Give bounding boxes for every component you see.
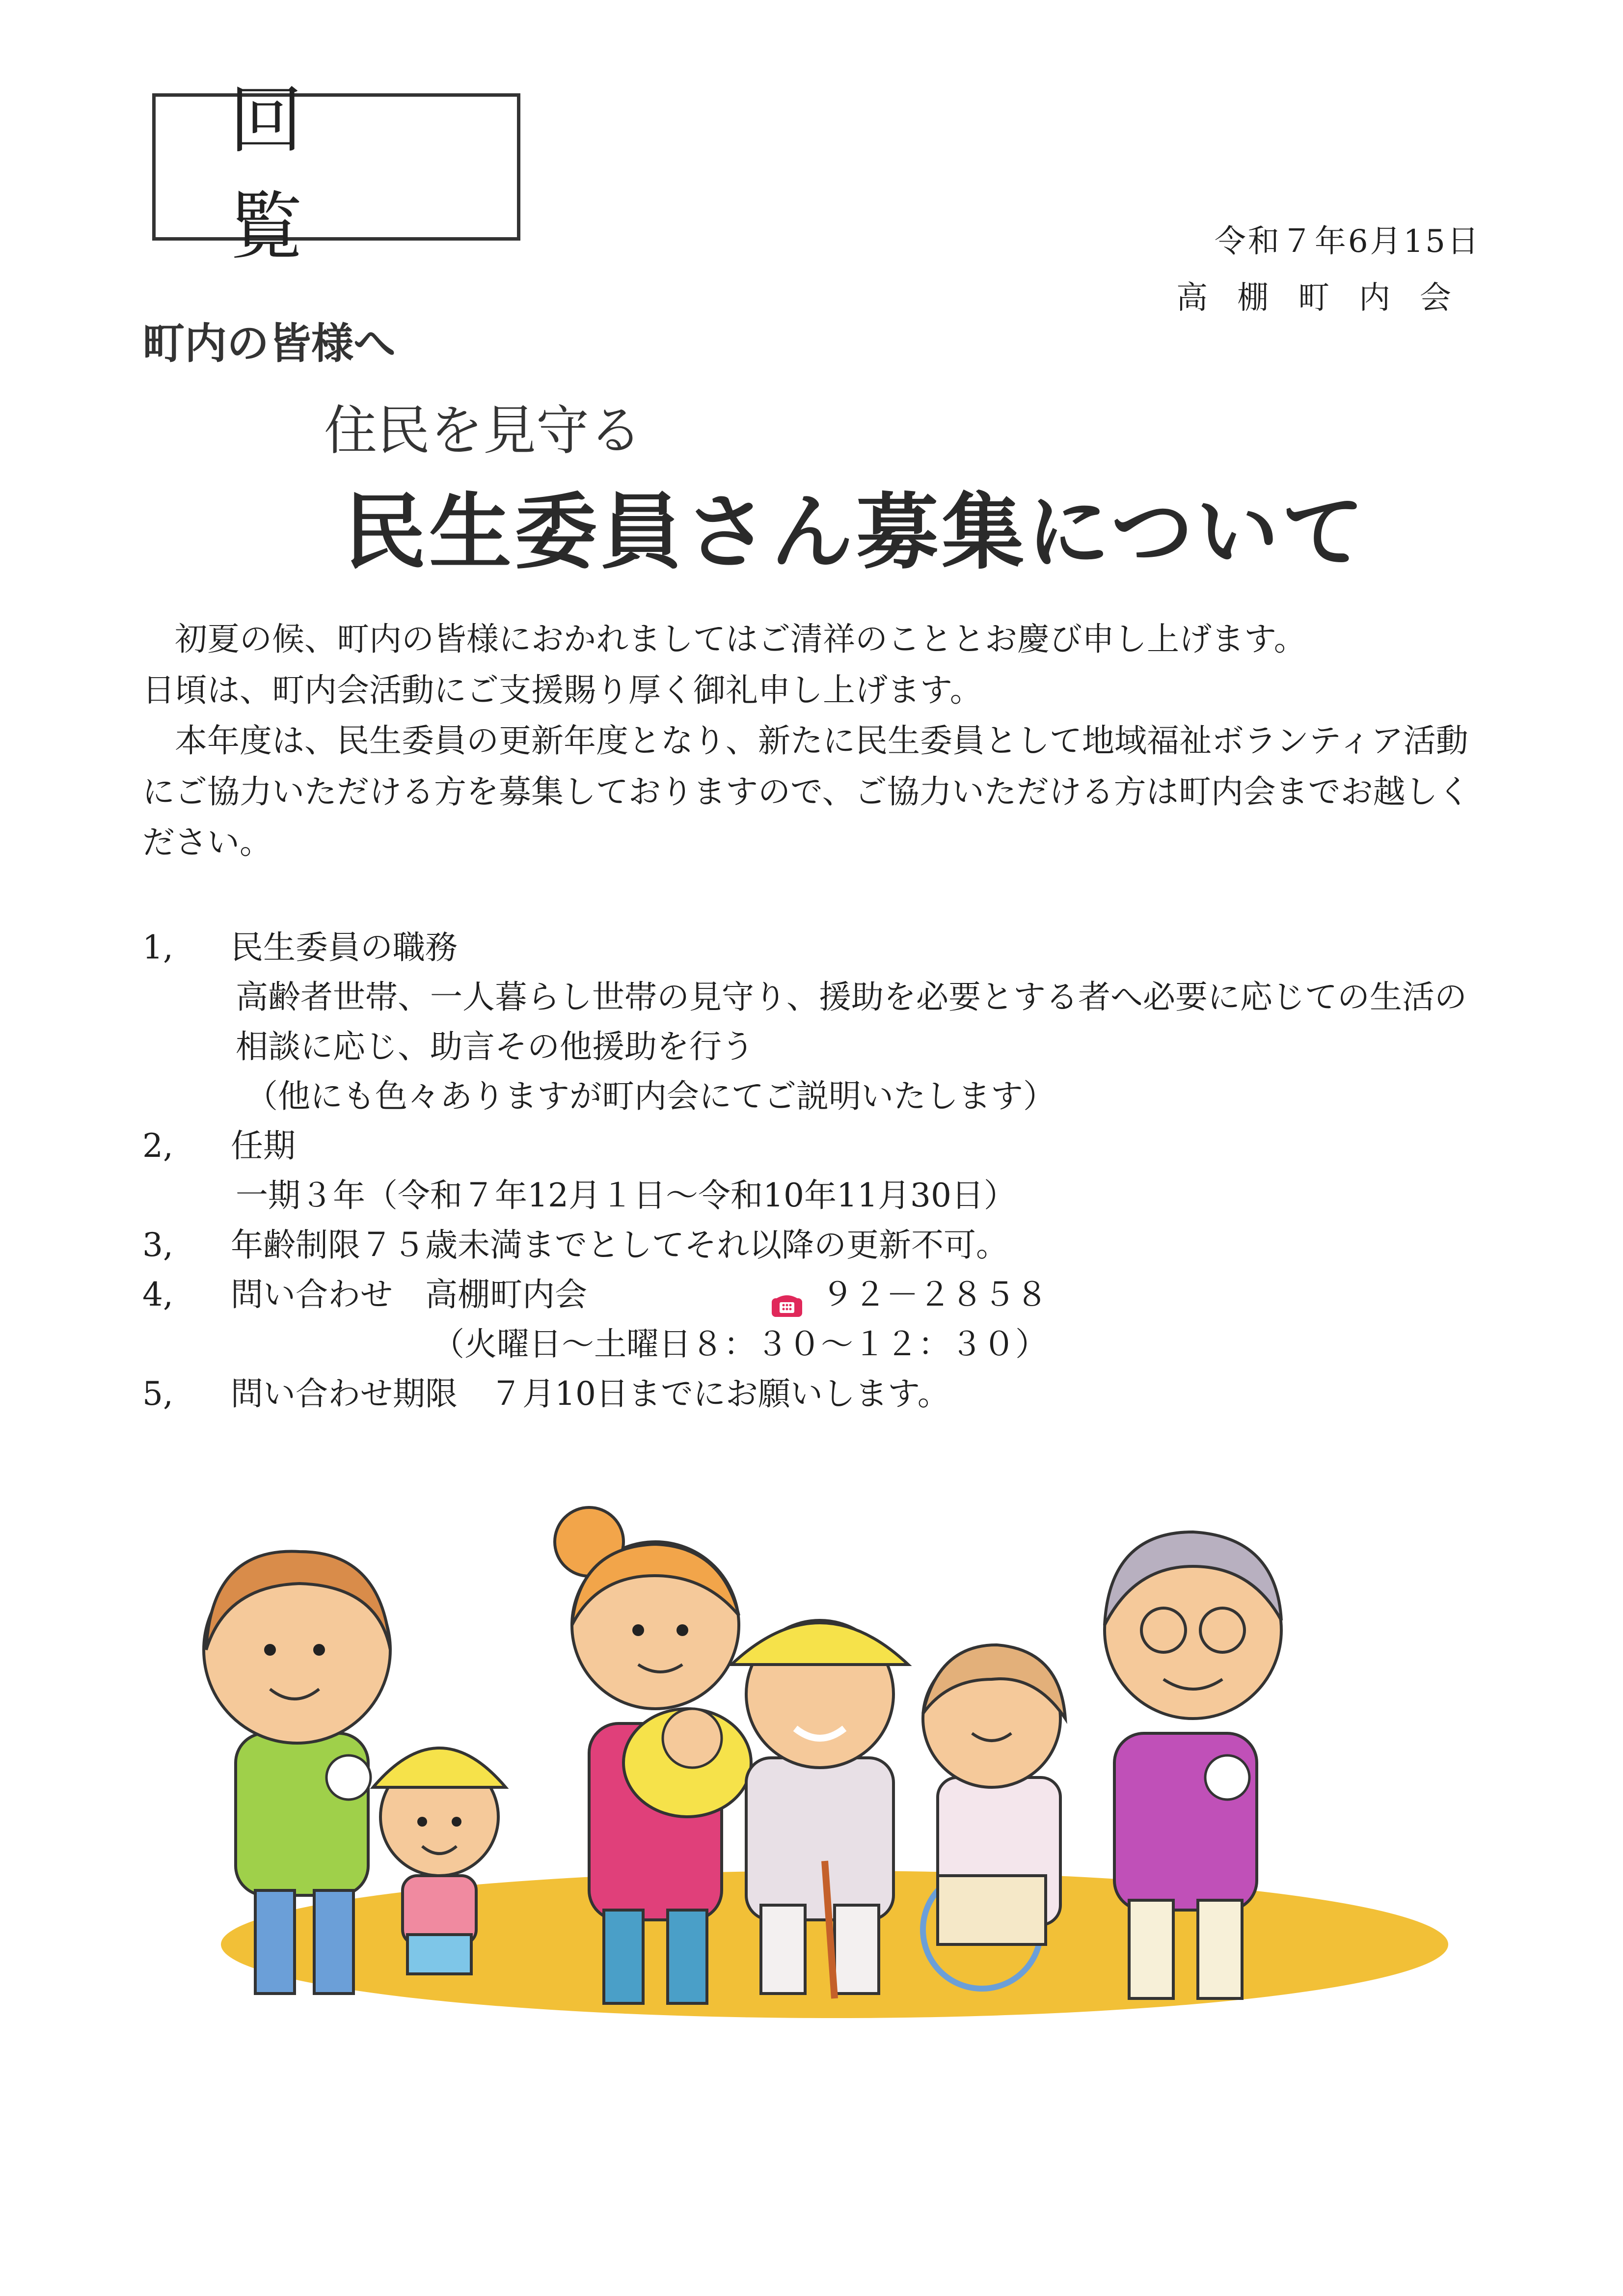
circulation-label: 回 覧	[229, 78, 377, 270]
item-number: 1,	[142, 929, 173, 966]
phone-number: ９２－２８５８	[821, 1275, 1048, 1313]
item-number: 2,	[142, 1126, 173, 1165]
community-illustration	[172, 1503, 1448, 2018]
item-label: 年齢制限７５歳未満までとしてそれ以降の更新不可。	[231, 1226, 1008, 1264]
item-label: 問い合わせ期限 ７月10日までにお願いします。	[231, 1374, 950, 1413]
notice-date: 令和７年6月15日	[1214, 223, 1481, 260]
list-item	[142, 1221, 1488, 1270]
list-item	[142, 1121, 1488, 1171]
item-detail: 一期３年（令和７年12月１日～令和10年11月30日）	[236, 1176, 1016, 1214]
organization-name: 高棚町内会	[1176, 280, 1481, 316]
body-paragraph: 日頃は、町内会活動にご支援賜り厚く御礼申し上げます。	[142, 671, 982, 709]
list-item	[142, 1270, 1488, 1320]
item-note: （他にも色々ありますが町内会にてご説明いたします）	[245, 1077, 1055, 1115]
subtitle: 住民を見守る	[324, 400, 643, 462]
page-title: 民生委員さん募集について	[344, 483, 1367, 580]
body-paragraph: 本年度は、民生委員の更新年度となり、新たに民生委員として地域福祉ボランティア活動にご協力いただける方を募集しておりますので、ご協力いただける方は町内会までお越しください。	[142, 722, 1470, 862]
phone-icon	[770, 1284, 804, 1311]
list-item	[142, 1369, 1488, 1419]
item-label	[231, 1270, 1488, 1320]
greeting: 町内の皆様へ	[142, 319, 396, 368]
contact-label: 問い合わせ 高棚町内会	[231, 1275, 587, 1313]
circulation-notice-box	[152, 78, 520, 270]
info-list	[142, 923, 1488, 1419]
body-paragraph: 初夏の候、町内の皆様におかれましてはご清祥のこととお慶び申し上げます。	[142, 620, 1306, 658]
item-label: 任期	[231, 1126, 296, 1165]
list-item	[142, 923, 1488, 973]
item-detail: 高齢者世帯、一人暮らし世帯の見守り、援助を必要とする者へ必要に応じての生活の相談に応じ、助言その他援助を行う	[236, 978, 1467, 1066]
item-number: 3,	[142, 1226, 173, 1264]
item-number: 5,	[142, 1374, 173, 1413]
item-number: 4,	[142, 1275, 173, 1313]
grandmother-wheelchair-figure	[923, 1645, 1065, 1989]
office-hours: （火曜日～土曜日８：３０～１２：３０）	[432, 1325, 1048, 1363]
body-text	[142, 614, 1488, 868]
item-label: 民生委員の職務	[231, 929, 458, 966]
